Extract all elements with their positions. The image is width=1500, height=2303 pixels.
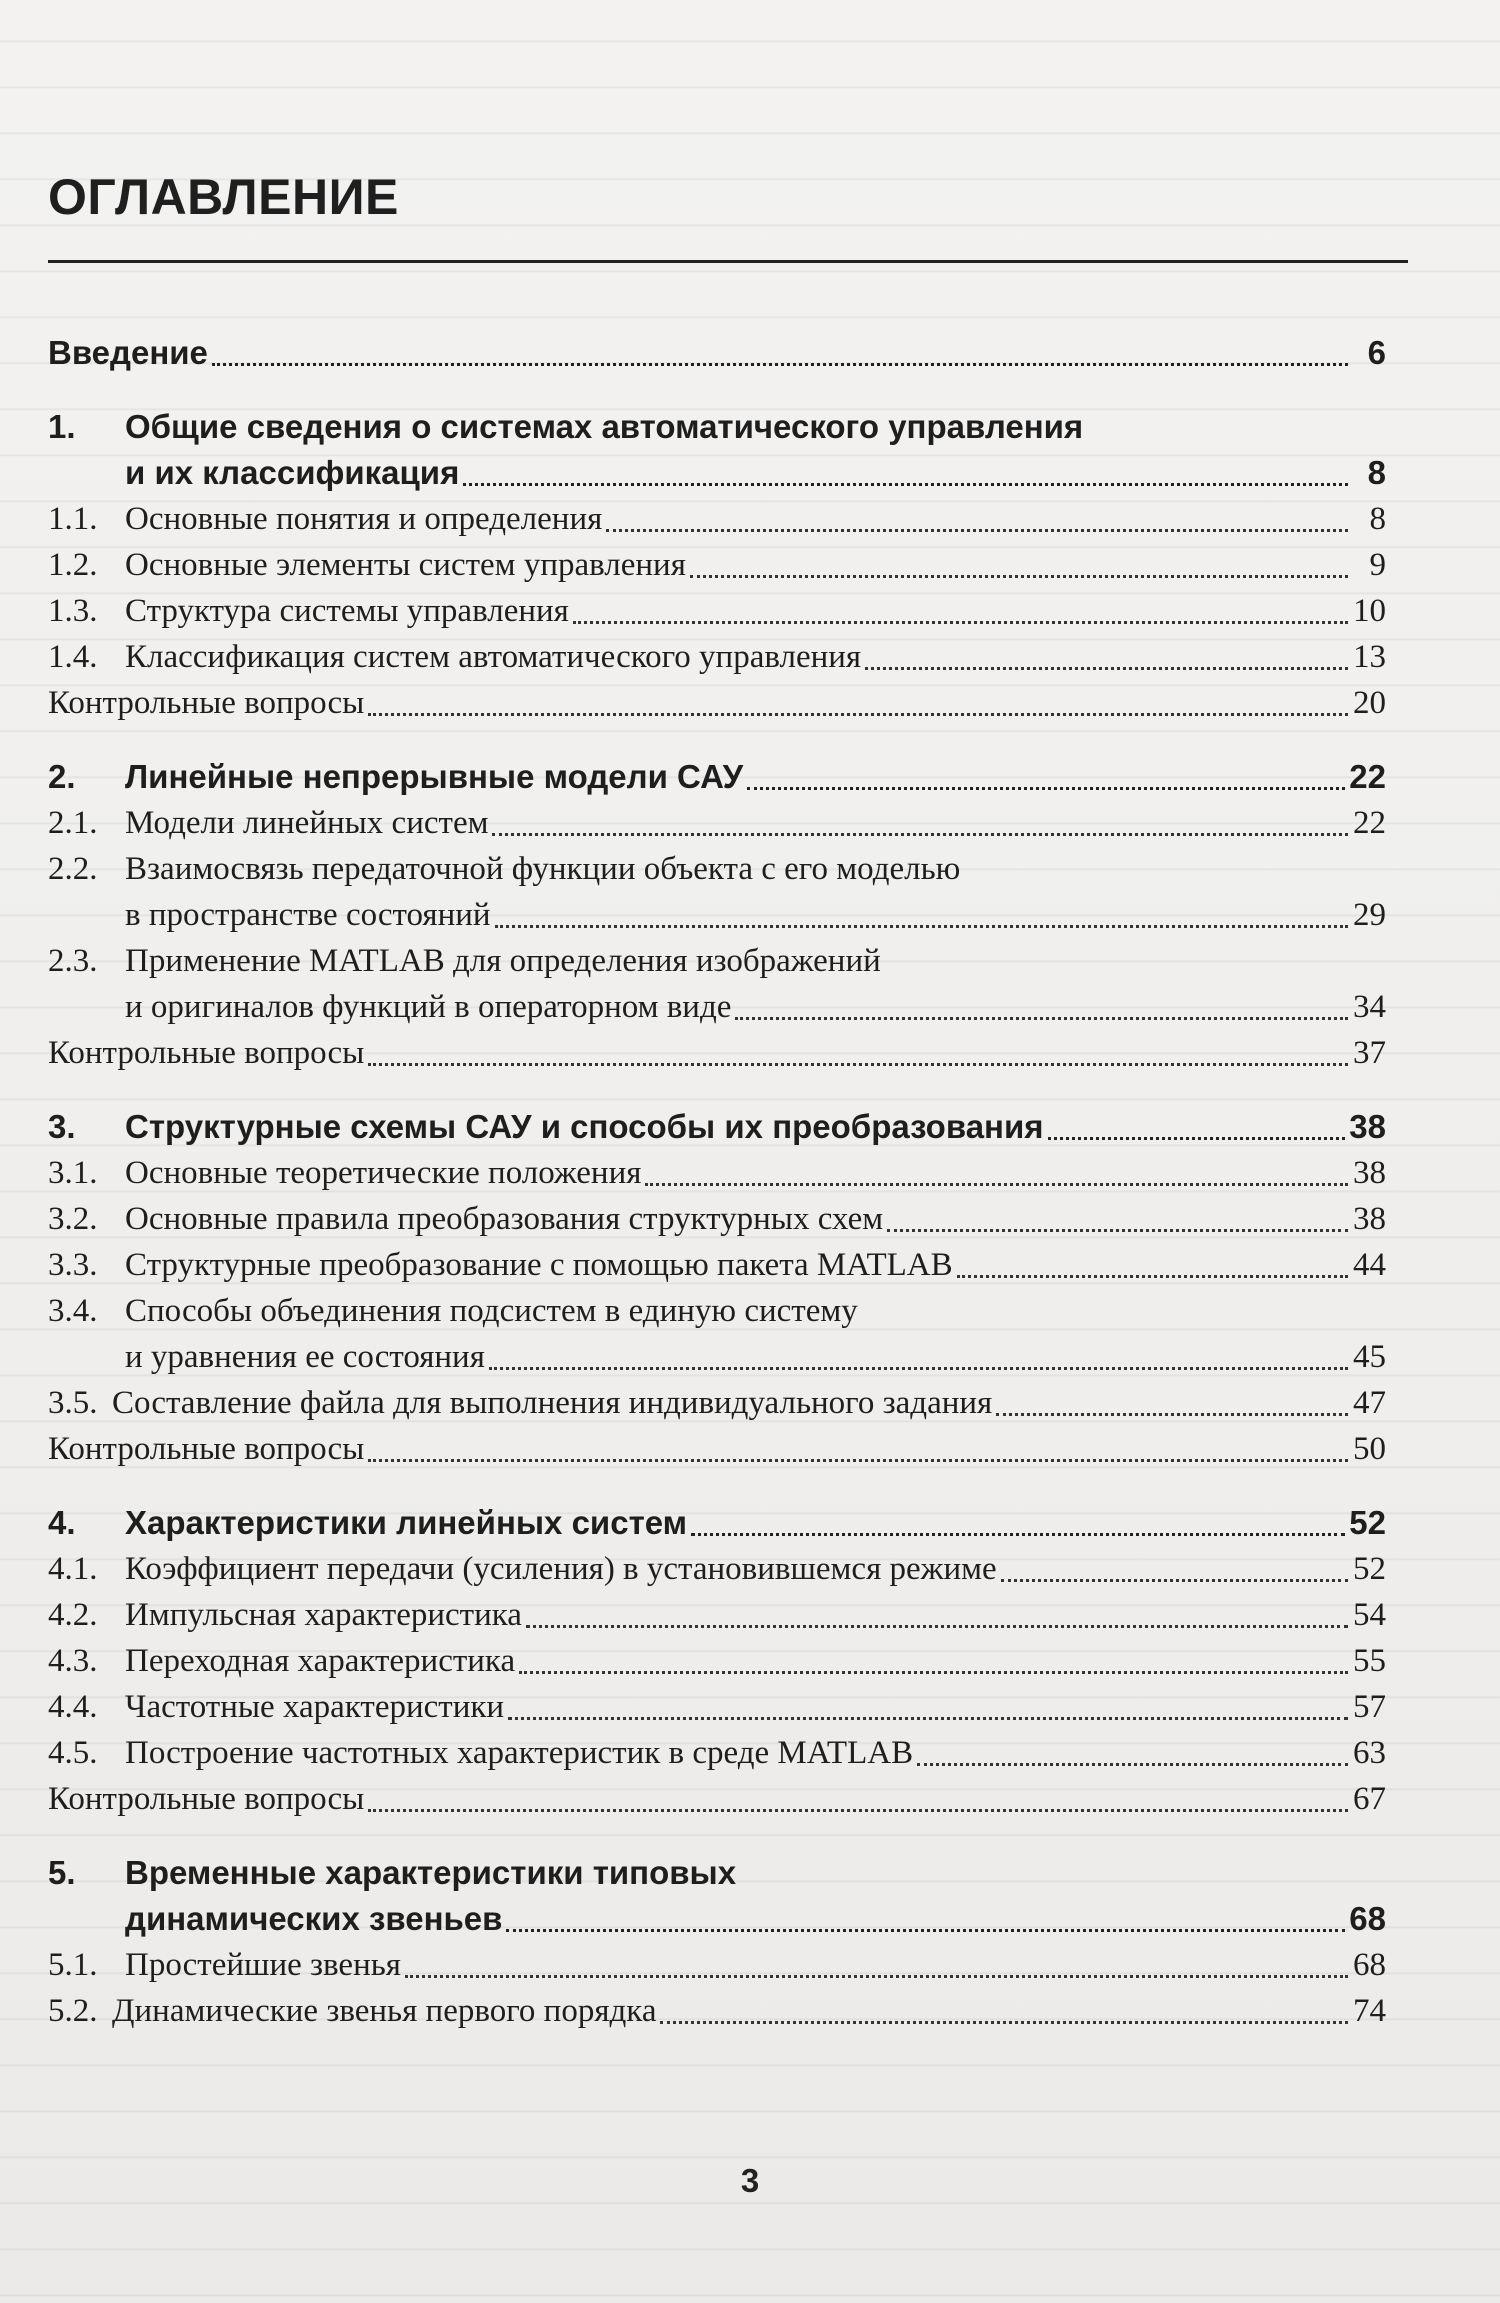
- toc-questions-2[interactable]: [48, 1030, 1386, 1076]
- toc-entry-page: 55: [1353, 1643, 1386, 1679]
- section-number: 1.3.: [48, 593, 98, 629]
- toc-entry-page: 22: [1349, 758, 1386, 795]
- toc-entry-page: 52: [1353, 1551, 1386, 1587]
- toc-chapter-3[interactable]: [48, 1104, 1386, 1150]
- section-number: 2.2.: [48, 851, 98, 887]
- toc-entry-page: 22: [1353, 805, 1386, 841]
- dot-leader: [957, 1242, 1348, 1288]
- dot-leader: [691, 1500, 1345, 1546]
- section-title-cont: и уравнения ее состояния: [125, 1339, 485, 1375]
- toc-chapter-4[interactable]: [48, 1500, 1386, 1546]
- section-number: 4.2.: [48, 1597, 98, 1633]
- dot-leader: [690, 542, 1348, 588]
- toc-entry-page: 10: [1353, 593, 1386, 629]
- section-title: Составление файла для выполнения индивидуального задания: [112, 1385, 993, 1421]
- dot-leader: [519, 1638, 1348, 1684]
- dot-leader: [606, 496, 1348, 542]
- page-heading: ОГЛАВЛЕНИЕ: [48, 169, 399, 225]
- toc-section-2-2-line2[interactable]: [48, 892, 1386, 938]
- section-title: Модели линейных систем: [125, 805, 489, 841]
- dot-leader: [508, 1684, 1348, 1730]
- toc-section-3-4-line2[interactable]: [48, 1334, 1386, 1380]
- toc-entry-intro[interactable]: [48, 330, 1386, 376]
- section-number: 4.1.: [48, 1551, 98, 1587]
- toc-section-1-1[interactable]: [48, 496, 1386, 542]
- chapter-number: 2.: [48, 758, 76, 795]
- section-number: 1.4.: [48, 639, 98, 675]
- section-title-cont: и оригиналов функций в операторном виде: [125, 989, 732, 1025]
- heading-underline: [48, 260, 1408, 263]
- toc-chapter-2[interactable]: [48, 754, 1386, 800]
- section-number: 3.4.: [48, 1293, 98, 1329]
- section-title-cont: в пространстве состояний: [125, 897, 491, 933]
- toc-section-1-4[interactable]: [48, 634, 1386, 680]
- toc-entry-page: 34: [1353, 989, 1386, 1025]
- toc-entry-page: 38: [1353, 1155, 1386, 1191]
- chapter-title: Линейные непрерывные модели САУ: [125, 758, 744, 795]
- toc-questions-1[interactable]: [48, 680, 1386, 726]
- section-title: Коэффициент передачи (усиления) в установившемся режиме: [125, 1551, 997, 1587]
- toc-section-4-5[interactable]: [48, 1730, 1386, 1776]
- table-of-contents: [48, 330, 1386, 2034]
- toc-entry-page: 37: [1353, 1035, 1386, 1071]
- dot-leader: [492, 800, 1348, 846]
- toc-entry-page: 63: [1353, 1735, 1386, 1771]
- dot-leader: [368, 1030, 1348, 1076]
- toc-entry-page: 57: [1353, 1689, 1386, 1725]
- toc-entry-page: 67: [1353, 1781, 1386, 1817]
- toc-chapter-5-line1[interactable]: [48, 1850, 1386, 1896]
- dot-leader: [1048, 1104, 1346, 1150]
- toc-section-1-2[interactable]: [48, 542, 1386, 588]
- section-title: Структурные преобразование с помощью пакета MATLAB: [125, 1247, 953, 1283]
- toc-entry-page: 54: [1353, 1597, 1386, 1633]
- section-title: Основные теоретические положения: [125, 1155, 642, 1191]
- toc-section-4-1[interactable]: [48, 1546, 1386, 1592]
- section-number: 1.1.: [48, 501, 98, 537]
- section-title: Структура системы управления: [125, 593, 569, 629]
- dot-leader: [212, 330, 1348, 376]
- dot-leader: [887, 1196, 1348, 1242]
- toc-entry-page: 68: [1353, 1947, 1386, 1983]
- dot-leader: [747, 754, 1345, 800]
- toc-questions-4[interactable]: [48, 1776, 1386, 1822]
- section-number: 5.1.: [48, 1947, 98, 1983]
- toc-entry-page: 8: [1369, 501, 1386, 537]
- dot-leader: [645, 1150, 1348, 1196]
- dot-leader: [660, 1988, 1348, 2034]
- section-title: Основные правила преобразования структурных схем: [125, 1201, 884, 1237]
- toc-section-2-3-line2[interactable]: [48, 984, 1386, 1030]
- dot-leader: [489, 1334, 1348, 1380]
- section-number: 3.1.: [48, 1155, 98, 1191]
- section-number: 2.3.: [48, 943, 98, 979]
- chapter-title: Временные характеристики типовых: [125, 1854, 737, 1891]
- toc-section-4-4[interactable]: [48, 1684, 1386, 1730]
- dot-leader: [463, 450, 1348, 496]
- dot-leader: [495, 892, 1348, 938]
- toc-entry-page: 38: [1353, 1201, 1386, 1237]
- section-number: 5.2.: [48, 1993, 98, 2029]
- toc-entry-page: 6: [1367, 334, 1386, 371]
- toc-section-3-4-line1[interactable]: [48, 1288, 1386, 1334]
- dot-leader: [1001, 1546, 1348, 1592]
- toc-entry-page: 68: [1349, 1900, 1386, 1937]
- section-title: Применение MATLAB для определения изображений: [125, 943, 881, 979]
- chapter-title-cont: и их классификация: [125, 454, 460, 491]
- section-title: Построение частотных характеристик в среде MATLAB: [125, 1735, 914, 1771]
- chapter-title: Характеристики линейных систем: [125, 1504, 688, 1541]
- toc-section-3-5[interactable]: [48, 1380, 1386, 1426]
- chapter-title-cont: динамических звеньев: [125, 1900, 503, 1937]
- dot-leader: [506, 1896, 1345, 1942]
- dot-leader: [735, 984, 1348, 1030]
- section-title: Переходная характеристика: [125, 1643, 516, 1679]
- toc-section-5-1[interactable]: [48, 1942, 1386, 1988]
- section-title: Импульсная характеристика: [125, 1597, 522, 1633]
- toc-section-1-3[interactable]: [48, 588, 1386, 634]
- section-title: Классификация систем автоматического управления: [125, 639, 862, 675]
- section-title: Частотные характеристики: [125, 1689, 505, 1725]
- section-number: 3.5.: [48, 1385, 98, 1421]
- toc-chapter-5-line2[interactable]: [48, 1896, 1386, 1942]
- section-number: 1.2.: [48, 547, 98, 583]
- chapter-title: Структурные схемы САУ и способы их преобразования: [125, 1108, 1044, 1145]
- section-number: 3.2.: [48, 1201, 98, 1237]
- toc-section-4-3[interactable]: [48, 1638, 1386, 1684]
- toc-section-3-2[interactable]: [48, 1196, 1386, 1242]
- toc-section-5-2[interactable]: [48, 1988, 1386, 2034]
- toc-entry-page: 52: [1349, 1504, 1386, 1541]
- toc-entry-page: 20: [1353, 685, 1386, 721]
- toc-entry-page: 47: [1353, 1385, 1386, 1421]
- section-title: Основные понятия и определения: [125, 501, 603, 537]
- chapter-title: Общие сведения о системах автоматического управления: [125, 408, 1084, 445]
- dot-leader: [368, 1426, 1348, 1472]
- questions-title: Контрольные вопросы: [48, 1035, 365, 1071]
- chapter-number: 3.: [48, 1108, 76, 1145]
- dot-leader: [865, 634, 1348, 680]
- toc-section-2-3-line1[interactable]: [48, 938, 1386, 984]
- questions-title: Контрольные вопросы: [48, 1781, 365, 1817]
- toc-entry-page: 8: [1367, 454, 1386, 491]
- section-title: Простейшие звенья: [125, 1947, 401, 1983]
- section-number: 4.3.: [48, 1643, 98, 1679]
- toc-entry-page: 13: [1353, 639, 1386, 675]
- section-number: 3.3.: [48, 1247, 98, 1283]
- toc-entry-page: 50: [1353, 1431, 1386, 1467]
- dot-leader: [526, 1592, 1348, 1638]
- toc-entry-page: 74: [1353, 1993, 1386, 2029]
- chapter-number: 4.: [48, 1504, 76, 1541]
- toc-entry-page: 29: [1353, 897, 1386, 933]
- dot-leader: [573, 588, 1348, 634]
- toc-chapter-1-line2[interactable]: [48, 450, 1386, 496]
- toc-entry-page: 9: [1369, 547, 1386, 583]
- toc-entry-page: 45: [1353, 1339, 1386, 1375]
- dot-leader: [368, 1776, 1348, 1822]
- chapter-number: 1.: [48, 408, 76, 445]
- page-number: 3: [740, 2162, 760, 2199]
- section-title: Взаимосвязь передаточной функции объекта с его моделью: [125, 851, 961, 887]
- toc-section-2-2-line1[interactable]: [48, 846, 1386, 892]
- questions-title: Контрольные вопросы: [48, 685, 365, 721]
- section-number: 4.5.: [48, 1735, 98, 1771]
- dot-leader: [368, 680, 1348, 726]
- toc-entry-title: Введение: [48, 334, 208, 371]
- section-number: 2.1.: [48, 805, 98, 841]
- section-title: Основные элементы систем управления: [125, 547, 686, 583]
- toc-entry-page: 38: [1349, 1108, 1386, 1145]
- toc-section-4-2[interactable]: [48, 1592, 1386, 1638]
- questions-title: Контрольные вопросы: [48, 1431, 365, 1467]
- dot-leader: [917, 1730, 1348, 1776]
- toc-section-3-1[interactable]: [48, 1150, 1386, 1196]
- section-title: Способы объединения подсистем в единую систему: [125, 1293, 858, 1329]
- dot-leader: [996, 1380, 1348, 1426]
- toc-section-3-3[interactable]: [48, 1242, 1386, 1288]
- dot-leader: [405, 1942, 1348, 1988]
- section-title: Динамические звенья первого порядка: [112, 1993, 657, 2029]
- section-number: 4.4.: [48, 1689, 98, 1725]
- toc-entry-page: 44: [1353, 1247, 1386, 1283]
- chapter-number: 5.: [48, 1854, 76, 1891]
- toc-questions-3[interactable]: [48, 1426, 1386, 1472]
- toc-section-2-1[interactable]: [48, 800, 1386, 846]
- toc-chapter-1-line1[interactable]: [48, 404, 1386, 450]
